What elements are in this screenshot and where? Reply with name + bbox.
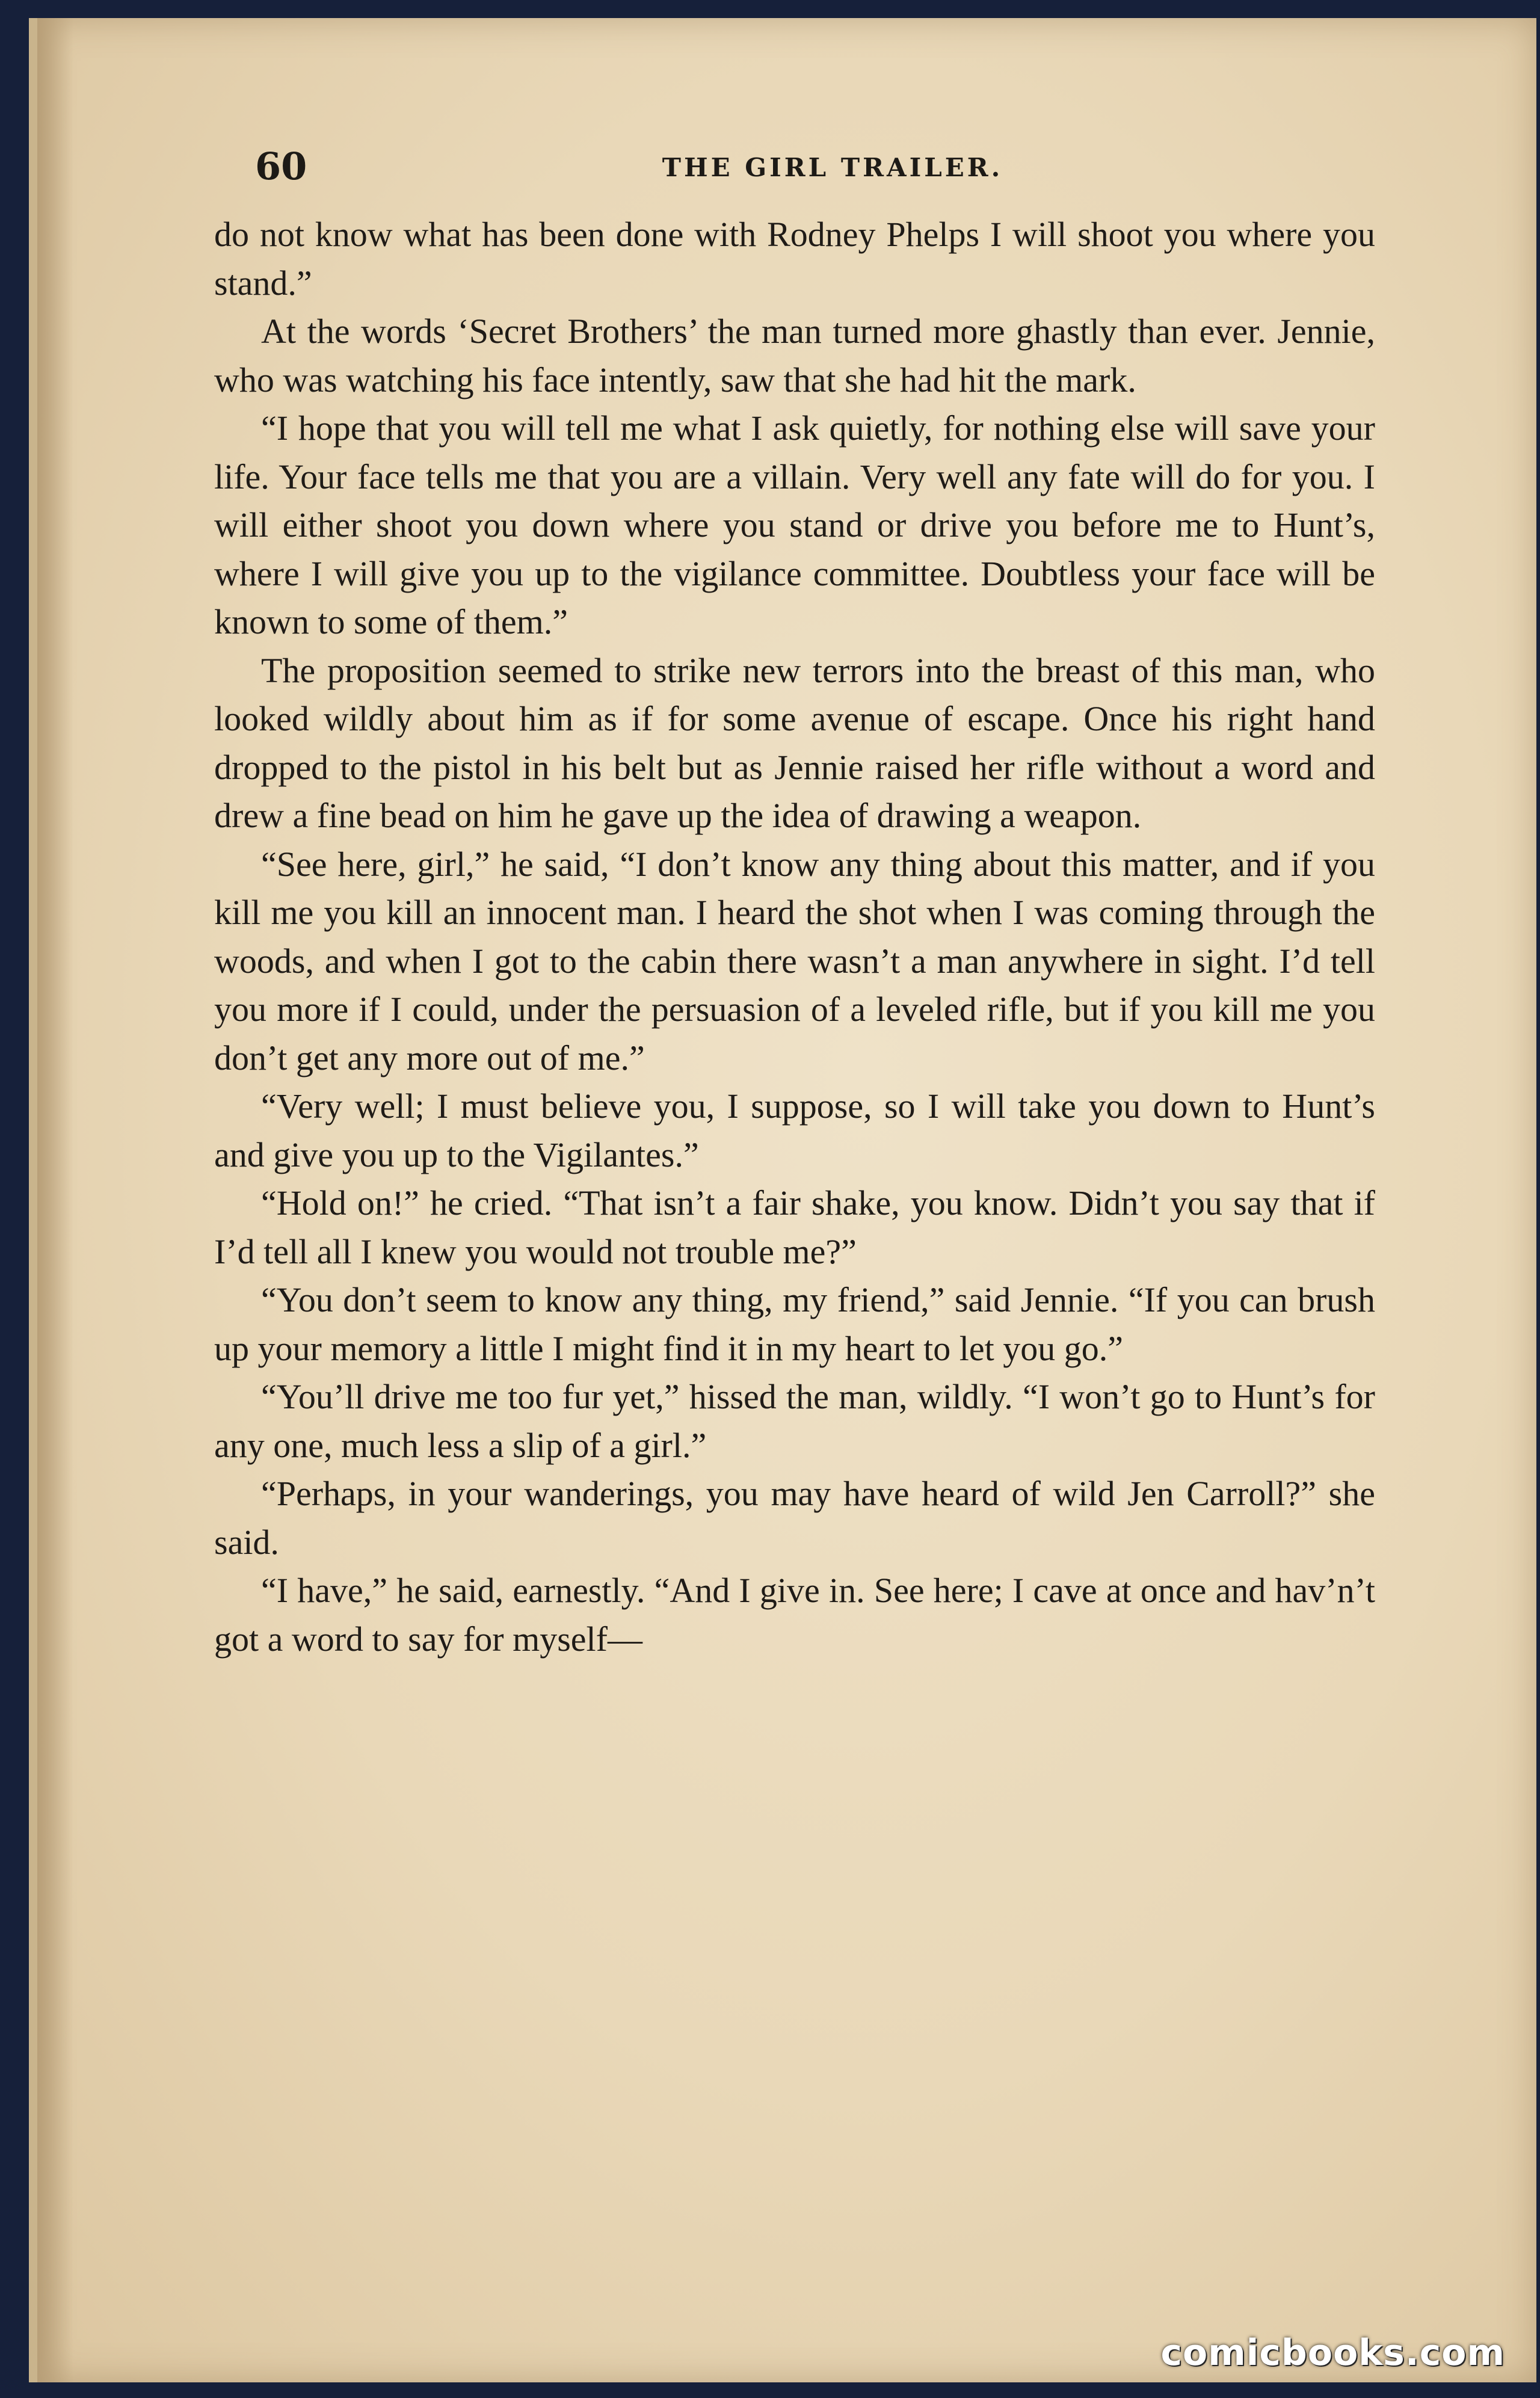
paragraph: “I have,” he said, earnestly. “And I give in. See here; I cave at once and hav’n’t got a word to say for myself—: [214, 1571, 1375, 1659]
paragraph: do not know what has been done with Rodney Phelps I will shoot you where you stand.”: [214, 215, 1375, 303]
body-text: [214, 211, 1375, 1663]
paragraph: “See here, girl,” he said, “I don’t know any thing about this matter, and if you kill me you kill an innocent man. I heard the shot when I was coming through the woods, and when I got to the cabin there wasn’t a man anywhere in sight. I’d tell you more if I could, under the persuasion of a leveled rifle, but if you kill me you don’t get any more out of me.”: [214, 844, 1375, 1077]
page-header: [255, 144, 1410, 193]
paragraph: “I hope that you will tell me what I ask quietly, for nothing else will save your life. Your face tells me that you are a villain. Very well any fate will do for you. I will either shoot you down where you stand or drive you before me to Hunt’s, where I will give you up to the vigilance committee. Doubtless your face will be known to some of them.”: [214, 408, 1375, 641]
paragraph: “You don’t seem to know any thing, my friend,” said Jennie. “If you can brush up your memory a little I might find it in my heart to let you go.”: [214, 1280, 1375, 1368]
paragraph: “Perhaps, in your wanderings, you may have heard of wild Jen Carroll?” she said.: [214, 1474, 1375, 1562]
source-watermark: comicbooks.com: [1160, 2332, 1505, 2374]
page-number: 60: [255, 144, 307, 188]
paragraph: “Very well; I must believe you, I suppose, so I will take you down to Hunt’s and give you up to the Vigilantes.”: [214, 1086, 1375, 1174]
paragraph: “You’ll drive me too fur yet,” hissed the man, wildly. “I won’t go to Hunt’s for any one, much less a slip of a girl.”: [214, 1377, 1375, 1465]
paragraph: “Hold on!” he cried. “That isn’t a fair shake, you know. Didn’t you say that if I’d tell all I knew you would not trouble me?”: [214, 1183, 1375, 1271]
paragraph: The proposition seemed to strike new terrors into the breast of this man, who looked wildly about him as if for some avenue of escape. Once his right hand dropped to the pistol in his belt but as Jennie raised her rifle without a word and drew a fine bead on him he gave up the idea of drawing a weapon.: [214, 650, 1375, 835]
paragraph: At the words ‘Secret Brothers’ the man turned more ghastly than ever. Jennie, who was watching his face intently, saw that she had hit the mark.: [214, 312, 1375, 399]
running-title: THE GIRL TRAILER.: [662, 153, 1003, 182]
